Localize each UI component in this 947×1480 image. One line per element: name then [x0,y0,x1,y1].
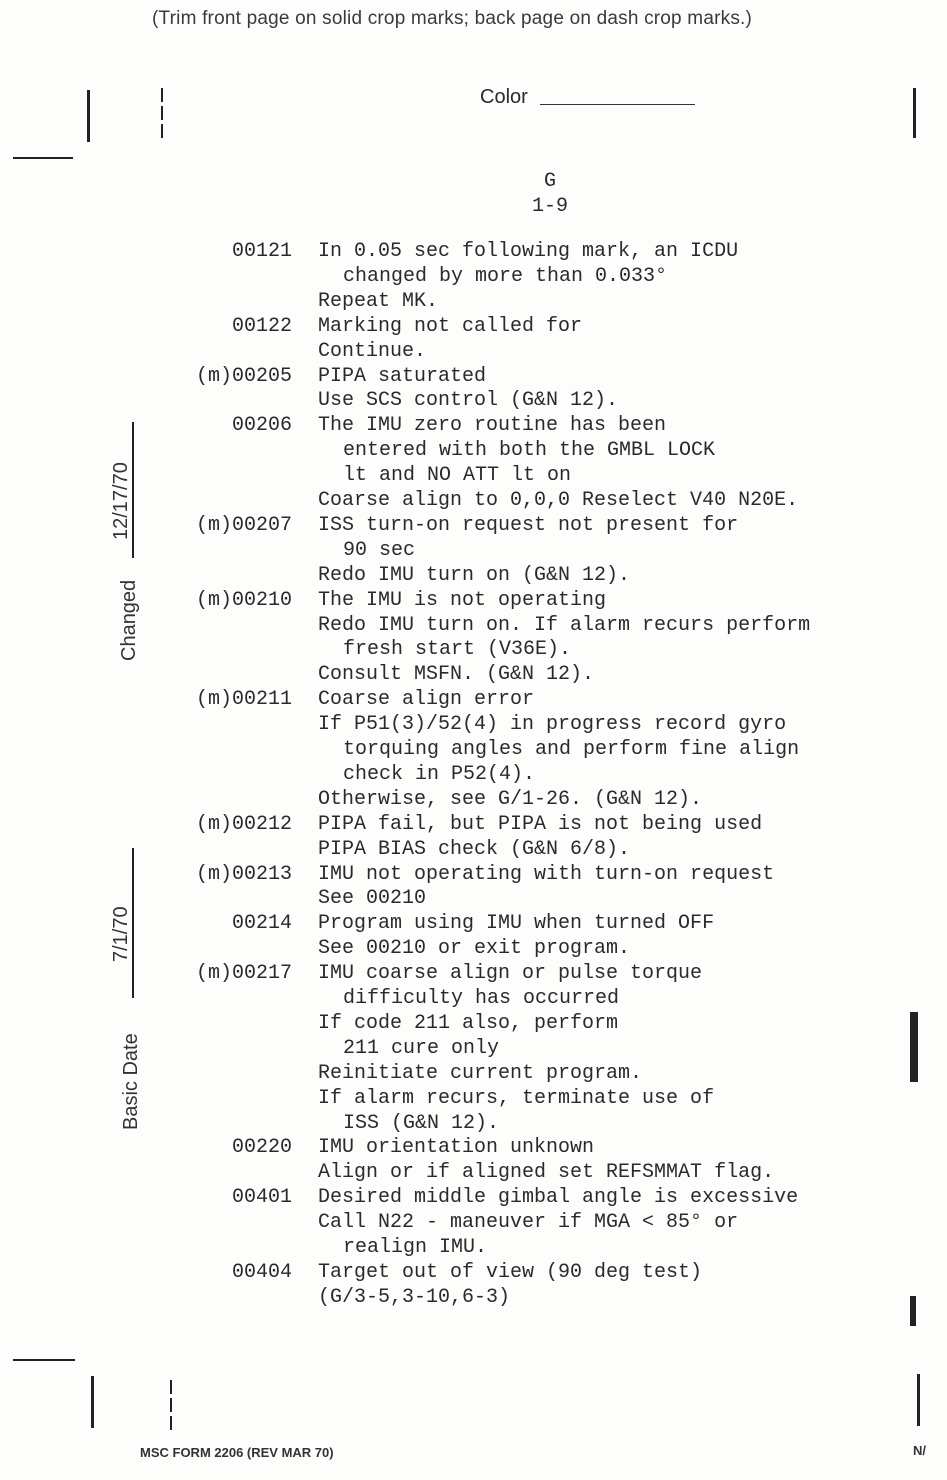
alarm-description-line: Continue. [318,339,427,363]
crop-mark-dash-top-left-3 [161,124,163,138]
alarm-description-line: ISS turn-on request not present for [318,513,739,537]
alarm-description-line: Target out of view (90 deg test) [318,1260,703,1284]
alarm-description-line: 211 cure only [343,1036,500,1060]
alarm-description-line: Coarse align error [318,688,535,712]
alarm-code: (m)00217 [195,962,292,986]
section-letter: G [543,170,556,193]
crop-mark-dash-bottom-left-2 [170,1398,172,1412]
alarm-description-line: lt and NO ATT lt on [343,464,572,488]
alarm-code: (m)00213 [195,862,292,886]
alarm-description-line: Reinitiate current program. [318,1061,643,1085]
alarm-description-line: IMU orientation unknown [318,1136,595,1160]
basic-date: 7/1/70 [110,906,132,962]
alarm-code: 00206 [231,414,292,438]
alarm-description-line: If alarm recurs, terminate use of [318,1086,715,1110]
alarm-description-line: IMU not operating with turn-on request [318,862,775,886]
crop-mark-dash-bottom-left-1 [170,1380,172,1394]
alarm-description-line: Otherwise, see G/1-26. (G&N 12). [318,787,703,811]
alarm-description-line: If P51(3)/52(4) in progress record gyro [318,713,787,737]
alarm-description-line: PIPA fail, but PIPA is not being used [318,812,763,836]
changed-date: 12/17/70 [110,462,132,540]
corner-text: N/ [913,1443,926,1458]
alarm-code: 00214 [231,912,292,936]
alarm-code: (m)00211 [195,688,292,712]
alarm-description-line: Coarse align to 0,0,0 Reselect V40 N20E. [318,489,799,512]
alarm-code: 00401 [231,1186,292,1210]
basic-date-label: Basic Date [120,1033,142,1130]
alarm-description-line: See 00210 or exit program. [318,937,631,961]
alarm-description-line: changed by more than 0.033° [343,264,668,288]
alarm-description-line: The IMU zero routine has been [318,414,667,438]
alarm-description-line: Align or if aligned set REFSMMAT flag. [318,1161,775,1185]
alarm-code: (m)00210 [195,588,292,612]
crop-mark-dash-top-left-2 [161,106,163,120]
trim-instruction: (Trim front page on solid crop marks; back page on dash crop marks.) [152,8,753,29]
alarm-description-line: ISS (G&N 12). [343,1111,500,1135]
alarm-description-line: Desired middle gimbal angle is excessive [318,1186,799,1210]
alarm-description-line: If code 211 also, perform [318,1011,619,1035]
alarm-description-line: (G/3-5,3-10,6-3) [318,1285,511,1309]
crop-mark-solid-bottom-left [91,1376,94,1428]
alarm-description-line: Program using IMU when turned OFF [318,912,715,936]
changed-label: Changed [118,579,140,661]
alarm-code: (m)00212 [195,812,292,836]
alarm-description-line: IMU coarse align or pulse torque [318,962,703,986]
crop-mark-solid-top-left [87,90,90,142]
alarm-description-line: difficulty has occurred [343,987,620,1010]
alarm-description-line: PIPA saturated [318,364,487,388]
crop-mark-solid-top-right [913,88,916,138]
crop-mark-dash-bottom-left-3 [170,1416,172,1430]
alarm-description-line: Redo IMU turn on (G&N 12). [318,563,631,587]
alarm-description-line: check in P52(4). [343,762,536,786]
alarm-description-line: realign IMU. [343,1236,488,1259]
alarm-description-line: Marking not called for [318,314,583,338]
alarm-description-line: See 00210 [318,887,427,911]
page-number: 1-9 [531,195,568,218]
crop-mark-dash-top-left-1 [161,88,163,102]
alarm-code: 00404 [231,1260,292,1284]
alarm-description-line: PIPA BIAS check (G&N 6/8). [318,837,631,861]
form-number: MSC FORM 2206 (REV MAR 70) [140,1445,334,1460]
alarm-description-line: Consult MSFN. (G&N 12). [318,663,595,687]
alarm-description-line: fresh start (V36E). [343,638,572,662]
alarm-description-line: entered with both the GMBL LOCK [343,439,716,463]
alarm-description-line: Repeat MK. [318,289,439,313]
alarm-description-line: The IMU is not operating [318,588,607,612]
alarm-code: (m)00207 [195,513,292,537]
edge-mark-right-2 [910,1296,916,1326]
alarm-description-line: In 0.05 sec following mark, an ICDU [318,240,739,263]
alarm-code: (m)00205 [195,364,292,388]
crop-mark-solid-bottom-right [917,1374,920,1426]
edge-mark-right-1 [910,1012,918,1082]
crop-mark-horizontal-bottom-left [13,1359,75,1361]
alarm-description-line: torquing angles and perform fine align [343,738,800,761]
alarm-description-line: Use SCS control (G&N 12). [318,389,619,413]
color-blank-line [540,104,695,105]
color-label: Color [480,86,528,108]
alarm-code: 00220 [231,1136,292,1160]
alarm-description-line: Call N22 - maneuver if MGA < 85° or [318,1211,739,1235]
alarm-code: 00122 [231,314,292,338]
alarm-description-line: Redo IMU turn on. If alarm recurs perform [318,613,811,637]
alarm-description-line: 90 sec [343,538,416,562]
alarm-code: 00121 [231,240,292,263]
crop-mark-horizontal-top-left [13,157,73,159]
